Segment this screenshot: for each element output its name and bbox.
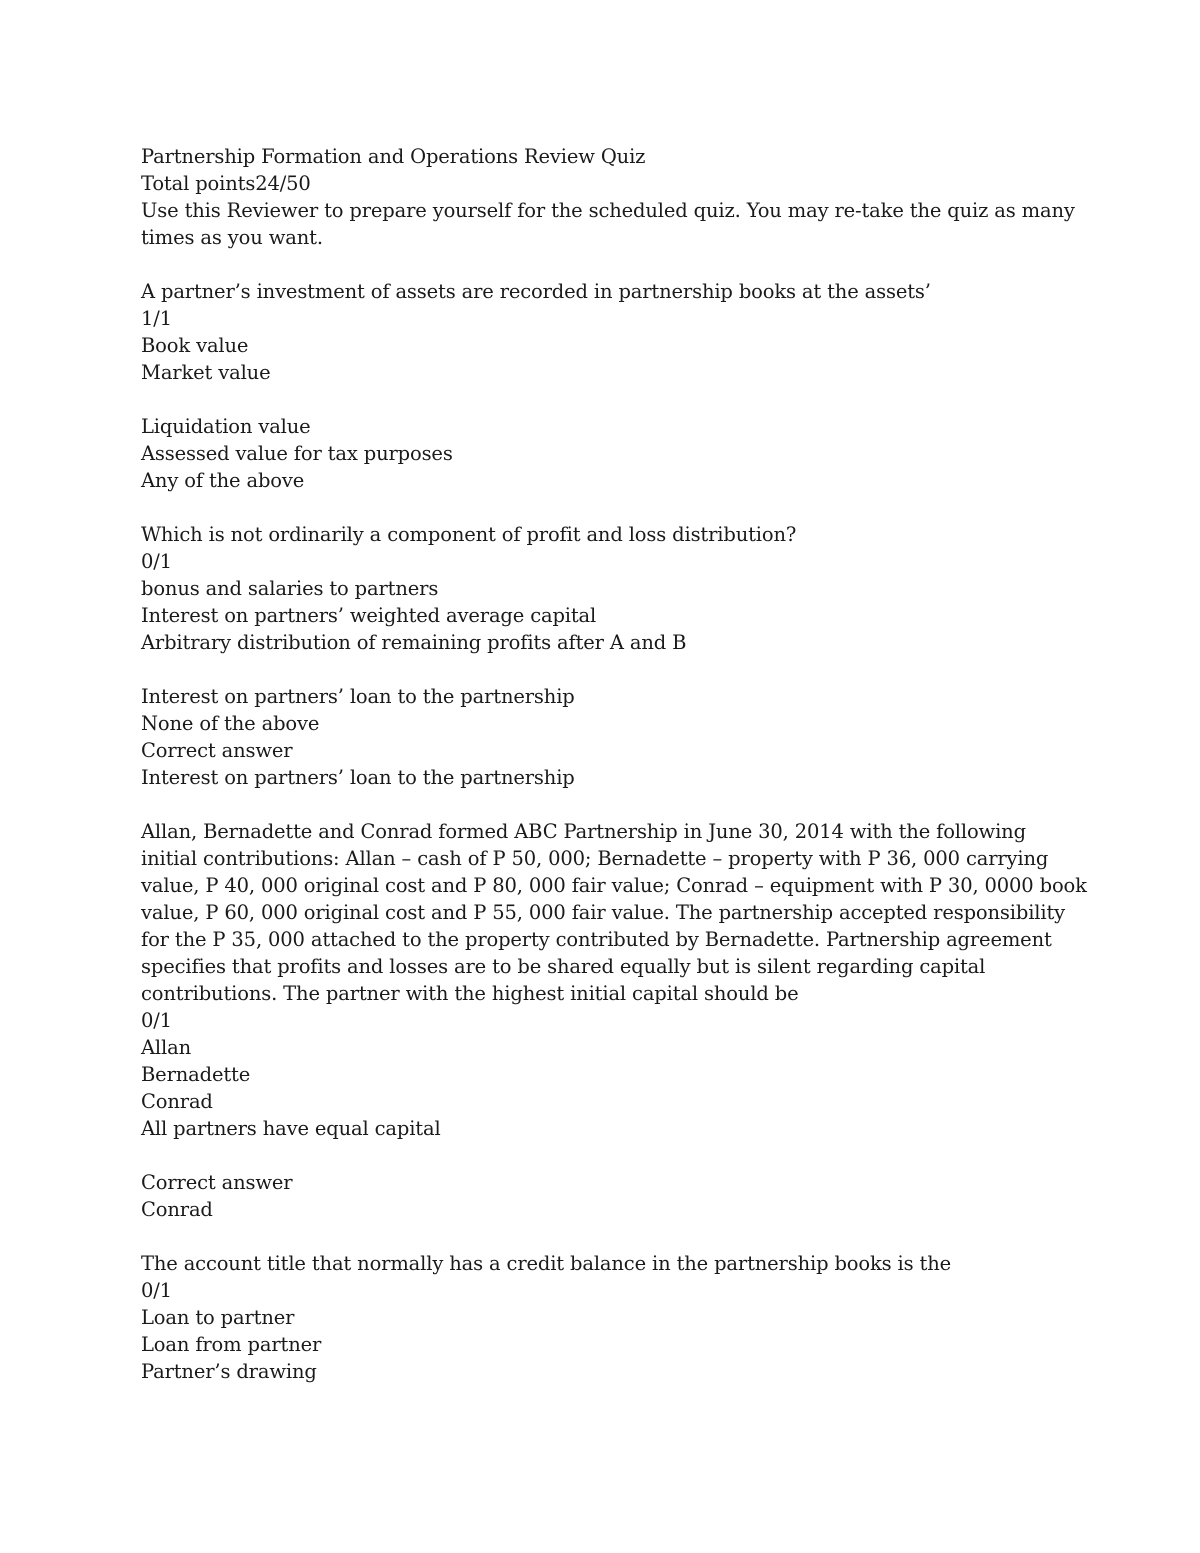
spacer [141, 1142, 1071, 1169]
total-points: Total points24/50 [141, 172, 311, 195]
spacer [141, 791, 1071, 818]
answer-option[interactable]: Bernadette [141, 1063, 251, 1086]
spacer [141, 1223, 1071, 1250]
question-text [141, 818, 1087, 1007]
question-line: initial contributions: Allan – cash of P 50, 000; Bernadette – property with P 36, 000 carrying [141, 847, 1049, 870]
question-line: value, P 60, 000 original cost and P 55, 000 fair value. The partnership accepted responsibility [141, 901, 1066, 924]
correct-answer-value: Conrad [141, 1198, 213, 1221]
intro-text [141, 197, 1075, 251]
answer-option[interactable]: Allan [141, 1036, 191, 1059]
answer-option[interactable]: Interest on partners’ loan to the partnership [141, 685, 575, 708]
question-score: 0/1 [141, 550, 172, 573]
question-2 [141, 521, 1071, 791]
question-text: The account title that normally has a credit balance in the partnership books is the [141, 1252, 952, 1275]
quiz-document [141, 143, 1087, 1385]
question-1 [141, 278, 1071, 494]
answer-option[interactable]: Arbitrary distribution of remaining profits after A and B [141, 631, 687, 654]
answer-option[interactable]: Any of the above [141, 469, 305, 492]
spacer [141, 386, 1071, 413]
correct-answer-label: Correct answer [141, 1171, 293, 1194]
answer-option[interactable]: Market value [141, 361, 271, 384]
question-line: Allan, Bernadette and Conrad formed ABC Partnership in June 30, 2014 with the following [141, 820, 1026, 843]
question-score: 0/1 [141, 1009, 172, 1032]
answer-option[interactable]: Book value [141, 334, 249, 357]
answer-option[interactable]: Partner’s drawing [141, 1360, 317, 1383]
answer-option[interactable]: Loan from partner [141, 1333, 322, 1356]
spacer [141, 251, 1071, 278]
answer-option[interactable]: Assessed value for tax purposes [141, 442, 453, 465]
question-line: specifies that profits and losses are to be shared equally but is silent regarding capital [141, 955, 986, 978]
question-line: for the P 35, 000 attached to the property contributed by Bernadette. Partnership agreement [141, 928, 1052, 951]
answer-option[interactable]: Liquidation value [141, 415, 311, 438]
spacer [141, 656, 1071, 683]
question-4 [141, 1250, 1071, 1385]
page-title: Partnership Formation and Operations Review Quiz [141, 145, 646, 168]
intro-line: times as you want. [141, 226, 323, 249]
question-line: value, P 40, 000 original cost and P 80, 000 fair value; Conrad – equipment with P 30, 0000 book [141, 874, 1087, 897]
spacer [141, 494, 1071, 521]
correct-answer-label: Correct answer [141, 739, 293, 762]
question-score: 0/1 [141, 1279, 172, 1302]
answer-option[interactable]: bonus and salaries to partners [141, 577, 439, 600]
answer-option[interactable]: Interest on partners’ weighted average capital [141, 604, 597, 627]
answer-option[interactable]: Loan to partner [141, 1306, 295, 1329]
question-3 [141, 818, 1087, 1223]
question-score: 1/1 [141, 307, 172, 330]
answer-option[interactable]: All partners have equal capital [141, 1117, 441, 1140]
question-line: contributions. The partner with the highest initial capital should be [141, 982, 799, 1005]
question-text: A partner’s investment of assets are recorded in partnership books at the assets’ [141, 280, 931, 303]
correct-answer-value: Interest on partners’ loan to the partnership [141, 766, 575, 789]
answer-option[interactable]: Conrad [141, 1090, 213, 1113]
intro-line: Use this Reviewer to prepare yourself for the scheduled quiz. You may re-take the quiz as many [141, 199, 1075, 222]
question-text: Which is not ordinarily a component of profit and loss distribution? [141, 523, 797, 546]
answer-option[interactable]: None of the above [141, 712, 320, 735]
